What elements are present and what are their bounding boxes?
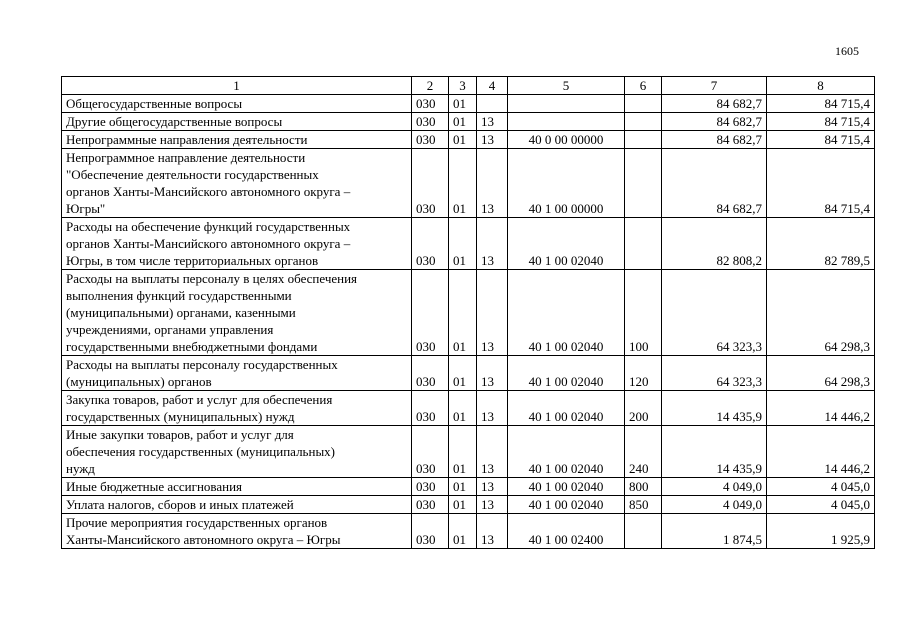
- row-amount-year2: 14 446,2: [767, 426, 875, 478]
- row-target-code: [508, 113, 625, 131]
- row-subsection-code: 13: [477, 149, 508, 218]
- table-row: [62, 149, 875, 218]
- header-cell: 1: [62, 77, 412, 95]
- row-ministry-code: 030: [412, 113, 449, 131]
- row-name: Уплата налогов, сборов и иных платежей: [62, 496, 412, 514]
- row-section-code: 01: [449, 218, 477, 270]
- header-cell: 7: [662, 77, 767, 95]
- row-amount-year1: 84 682,7: [662, 149, 767, 218]
- row-name: Расходы на выплаты персоналу государственных (муниципальных) органов: [62, 356, 412, 391]
- row-name: Непрограммное направление деятельности "Обеспечение деятельности государственных органов Ханты-Мансийского автономного округа – Югры": [62, 149, 412, 218]
- row-amount-year1: 64 323,3: [662, 270, 767, 356]
- table-row: [62, 356, 875, 391]
- row-subsection-code: 13: [477, 356, 508, 391]
- row-name: Прочие мероприятия государственных органов Ханты-Мансийского автономного округа – Югры: [62, 514, 412, 549]
- row-section-code: 01: [449, 149, 477, 218]
- row-amount-year1: 84 682,7: [662, 95, 767, 113]
- row-amount-year2: 14 446,2: [767, 391, 875, 426]
- row-section-code: 01: [449, 478, 477, 496]
- row-section-code: 01: [449, 113, 477, 131]
- row-subsection-code: [477, 95, 508, 113]
- row-name: Иные закупки товаров, работ и услуг для обеспечения государственных (муниципальных) нужд: [62, 426, 412, 478]
- table-row: [62, 514, 875, 549]
- row-amount-year2: 64 298,3: [767, 270, 875, 356]
- header-cell: 5: [508, 77, 625, 95]
- row-expense-type: 100: [625, 270, 662, 356]
- budget-table: [61, 76, 875, 549]
- row-target-code: 40 1 00 02040: [508, 391, 625, 426]
- row-target-code: 40 1 00 02040: [508, 356, 625, 391]
- row-ministry-code: 030: [412, 131, 449, 149]
- row-ministry-code: 030: [412, 426, 449, 478]
- row-subsection-code: 13: [477, 113, 508, 131]
- row-amount-year2: 1 925,9: [767, 514, 875, 549]
- row-name: Закупка товаров, работ и услуг для обеспечения государственных (муниципальных) нужд: [62, 391, 412, 426]
- row-name: Непрограммные направления деятельности: [62, 131, 412, 149]
- row-ministry-code: 030: [412, 496, 449, 514]
- row-amount-year2: 84 715,4: [767, 95, 875, 113]
- row-expense-type: 120: [625, 356, 662, 391]
- row-target-code: [508, 95, 625, 113]
- table-row: [62, 95, 875, 113]
- table-row: [62, 270, 875, 356]
- row-target-code: 40 1 00 02040: [508, 270, 625, 356]
- row-amount-year1: 64 323,3: [662, 356, 767, 391]
- row-subsection-code: 13: [477, 496, 508, 514]
- row-target-code: 40 0 00 00000: [508, 131, 625, 149]
- header-row: [62, 77, 875, 95]
- row-ministry-code: 030: [412, 514, 449, 549]
- table-row: [62, 426, 875, 478]
- header-cell: 3: [449, 77, 477, 95]
- table-row: [62, 218, 875, 270]
- row-ministry-code: 030: [412, 356, 449, 391]
- row-amount-year2: 4 045,0: [767, 496, 875, 514]
- row-expense-type: [625, 149, 662, 218]
- row-subsection-code: 13: [477, 514, 508, 549]
- row-ministry-code: 030: [412, 95, 449, 113]
- row-section-code: 01: [449, 391, 477, 426]
- row-amount-year2: 84 715,4: [767, 113, 875, 131]
- row-name: Другие общегосударственные вопросы: [62, 113, 412, 131]
- row-amount-year1: 1 874,5: [662, 514, 767, 549]
- row-target-code: 40 1 00 02040: [508, 426, 625, 478]
- row-amount-year1: 14 435,9: [662, 391, 767, 426]
- row-expense-type: [625, 514, 662, 549]
- row-subsection-code: 13: [477, 478, 508, 496]
- row-ministry-code: 030: [412, 478, 449, 496]
- row-section-code: 01: [449, 356, 477, 391]
- header-cell: 4: [477, 77, 508, 95]
- row-amount-year2: 82 789,5: [767, 218, 875, 270]
- row-target-code: 40 1 00 00000: [508, 149, 625, 218]
- row-subsection-code: 13: [477, 391, 508, 426]
- row-subsection-code: 13: [477, 218, 508, 270]
- row-amount-year2: 4 045,0: [767, 478, 875, 496]
- row-target-code: 40 1 00 02040: [508, 478, 625, 496]
- row-amount-year1: 84 682,7: [662, 131, 767, 149]
- row-amount-year1: 84 682,7: [662, 113, 767, 131]
- page-number: 1605: [835, 44, 859, 58]
- row-amount-year2: 84 715,4: [767, 149, 875, 218]
- row-expense-type: 200: [625, 391, 662, 426]
- row-target-code: 40 1 00 02040: [508, 218, 625, 270]
- table-row: [62, 496, 875, 514]
- row-expense-type: [625, 131, 662, 149]
- row-amount-year1: 4 049,0: [662, 478, 767, 496]
- row-expense-type: 800: [625, 478, 662, 496]
- header-cell: 8: [767, 77, 875, 95]
- row-section-code: 01: [449, 95, 477, 113]
- row-ministry-code: 030: [412, 149, 449, 218]
- row-expense-type: [625, 218, 662, 270]
- row-name: Расходы на обеспечение функций государственных органов Ханты-Мансийского автономного округа – Югры, в том числе территориальных органов: [62, 218, 412, 270]
- row-amount-year2: 64 298,3: [767, 356, 875, 391]
- row-subsection-code: 13: [477, 131, 508, 149]
- row-subsection-code: 13: [477, 270, 508, 356]
- row-name: Иные бюджетные ассигнования: [62, 478, 412, 496]
- row-section-code: 01: [449, 426, 477, 478]
- row-target-code: 40 1 00 02400: [508, 514, 625, 549]
- table-row: [62, 131, 875, 149]
- table-row: [62, 478, 875, 496]
- row-amount-year1: 82 808,2: [662, 218, 767, 270]
- row-ministry-code: 030: [412, 218, 449, 270]
- row-subsection-code: 13: [477, 426, 508, 478]
- header-cell: 6: [625, 77, 662, 95]
- row-name: Расходы на выплаты персоналу в целях обеспечения выполнения функций государственными (муниципальными) органами, казенными учреждениями, органами управления государственными внебюджетными фондами: [62, 270, 412, 356]
- header-cell: 2: [412, 77, 449, 95]
- row-section-code: 01: [449, 496, 477, 514]
- row-name: Общегосударственные вопросы: [62, 95, 412, 113]
- row-ministry-code: 030: [412, 391, 449, 426]
- row-expense-type: [625, 95, 662, 113]
- row-section-code: 01: [449, 514, 477, 549]
- row-section-code: 01: [449, 131, 477, 149]
- row-amount-year1: 14 435,9: [662, 426, 767, 478]
- row-section-code: 01: [449, 270, 477, 356]
- row-ministry-code: 030: [412, 270, 449, 356]
- table-row: [62, 113, 875, 131]
- row-amount-year1: 4 049,0: [662, 496, 767, 514]
- row-expense-type: 850: [625, 496, 662, 514]
- table-row: [62, 391, 875, 426]
- row-amount-year2: 84 715,4: [767, 131, 875, 149]
- row-expense-type: 240: [625, 426, 662, 478]
- row-target-code: 40 1 00 02040: [508, 496, 625, 514]
- row-expense-type: [625, 113, 662, 131]
